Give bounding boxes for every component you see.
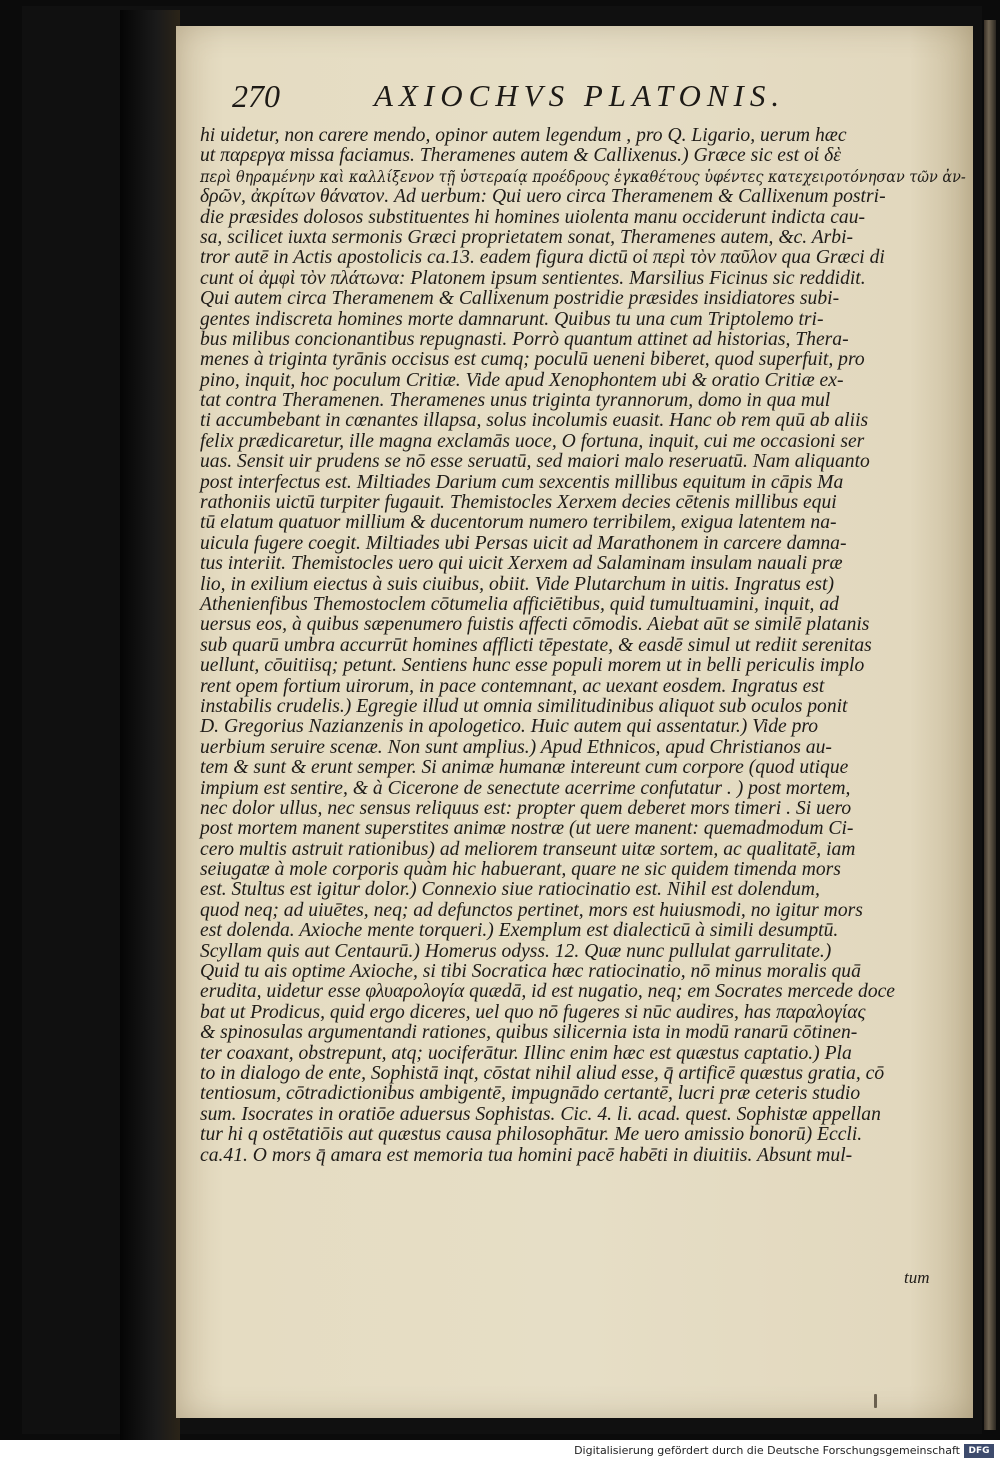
text-line: ut παρεργα missa faciamus. Theramenes autem & Callixenus.) Græce sic est οἱ δὲ <box>200 145 841 167</box>
text-line: rathoniis uictū turpiter fugauit. Themistocles Xerxem decies cētenis millibus equi <box>200 492 837 514</box>
text-line: uerbium seruire scenæ. Non sunt amplius.) Apud Ethnicos, apud Christianos au- <box>200 736 832 758</box>
text-line: erudita, uidetur esse φλυαρολογία quædā, id est nugatio, neq; em Socrates mercede doce <box>200 981 896 1003</box>
text-line: instabilis crudelis.) Egregie illud ut omnia similitudinibus aliquot sub oculos ponit <box>200 695 848 717</box>
text-line: ca.41. O mors q̄ amara est memoria tua homini pacē habēti in diuitiis. Absunt mul- <box>200 1144 853 1166</box>
text-line: bat ut Prodicus, quid ergo diceres, uel quo nō fugeres si nūc audires, has παραλογίας <box>200 1001 866 1023</box>
dfg-logo: DFG <box>964 1444 994 1458</box>
text-line: δρῶν, ἀκρίτων θάνατον. Ad uerbum: Qui uero circa Theramenem & Callixenum postri- <box>200 186 886 208</box>
text-line: seiugatæ à mole corporis quàm hic habuerant, quare ne sic quidem timenda mors <box>200 859 841 881</box>
text-line: post interfectus est. Miltiades Darium cum sexcentis millibus equitum in cāpis Ma <box>200 471 844 493</box>
text-line: ter coaxant, obstrepunt, atq; uociferātur. Illinc enim hæc est quæstus captatio.) Pla <box>200 1042 852 1064</box>
text-line: pino, inquit, hoc poculum Critiæ. Vide apud Xenophontem ubi & oratio Critiæ ex- <box>200 369 844 391</box>
text-line: die præsides dolosos substituentes hi homines uiolenta manu occiderunt indicta cau- <box>200 206 866 228</box>
text-line: sum. Isocrates in oratiōe aduersus Sophistas. Cic. 4. li. acad. quest. Sophistæ appellan <box>200 1103 881 1125</box>
text-line: Qui autem circa Theramenem & Callixenum postridie præsides insidiatores subi- <box>200 288 840 310</box>
text-line: Quid tu ais optime Axioche, si tibi Socratica hæc ratiocinatio, nō minus moralis quā <box>200 961 861 983</box>
running-head: AXIOCHVS PLATONIS. <box>374 78 786 113</box>
text-line: rent opem fortium uirorum, in pace contemnant, ac uexant eosdem. Ingratus est <box>200 675 825 697</box>
text-line: tror autē in Actis apostolicis ca.13. eadem figura dictū οἱ περὶ τὸν παῦλον qua Græci di <box>200 247 885 269</box>
page-number: 270 <box>232 78 280 114</box>
text-line: uellunt, cōuitiisq; petunt. Sentiens hunc esse populi morem ut in belli periculis implo <box>200 655 865 677</box>
text-line: lio, in exilium eiectus à suis ciuibus, obiit. Vide Plutarchum in uitis. Ingratus est) <box>200 573 835 595</box>
catchword: tum <box>904 1268 930 1287</box>
text-line: tentiosum, cōtradictionibus ambigentē, impugnādo certantē, lucri præ ceteris studio <box>200 1083 861 1105</box>
text-line: D. Gregorius Nazianzenis in apologetico. Huic autem qui assentatur.) Vide pro <box>200 716 819 738</box>
text-line: est. Stultus est igitur dolor.) Connexio siue ratiocinatio est. Nihil est dolendum, <box>200 879 820 901</box>
text-line: περὶ θηραμένην καὶ καλλίξενον τῇ ὑστεραίᾳ προέδρους ἐγκαθέτους ὑφέντες κατεχειροτόνησαν τῶν ἀν- <box>200 166 966 186</box>
text-line: tus interiit. Themistocles uero qui uicit Xerxem ad Salaminam insulam nauali præ <box>200 553 843 575</box>
text-line: uicula fugere coegit. Miltiades ubi Persas uicit ad Marathonem in carcere damna- <box>200 532 847 554</box>
text-line: uersus eos, à quibus sæpenumero fuistis affecti cōmodis. Aiebat aūt se similē platanis <box>200 614 870 636</box>
text-line: ti accumbebant in cœnantes illapsa, solus incolumis euasit. Hanc ob rem quū ab aliis <box>200 410 869 432</box>
text-line: uas. Sensit uir prudens se nō esse seruatū, sed maiori malo reseruatū. Nam aliquanto <box>200 451 870 473</box>
text-line: to in dialogo de ente, Sophistā inqt, cōstat nihil aliud esse, q̄ artificē quæstus gratia, cō <box>200 1062 885 1084</box>
text-line: tū elatum quatuor millium & ducentorum numero terribilem, exigua latentem na- <box>200 512 837 534</box>
text-line: sub quarū umbra accurrūt homines afflicti tēpestate, & easdē simul ut rediit serenitas <box>200 634 872 656</box>
text-line: tur hi q ostētatiōis aut quæstus causa philosophātur. Me uero amissio bonorū) Eccli. <box>200 1124 863 1146</box>
text-line: tat contra Theramenen. Theramenes unus triginta tyrannorum, domo in qua mul <box>200 390 831 412</box>
text-line: impium est sentire, & à Cicerone de senectute acerrime confutatur . ) post mortem, <box>200 777 851 799</box>
text-line: menes à triginta tyrānis occisus est cumq; poculū ueneni biberet, quod superfuit, pro <box>200 349 865 371</box>
text-line: gentes indiscreta homines morte damnarunt. Quibus tu una cum Triptolemo tri- <box>200 308 824 330</box>
text-line: & spinosulas argumentandi rationes, quibus silicernia ista in modū ranarū cōtinen- <box>200 1022 858 1044</box>
text-line: Athenienfibus Themostoclem cōtumelia afficiētibus, quid tumultuamini, inquit, ad <box>200 593 839 615</box>
text-line: tem & sunt & erunt semper. Si animæ humanæ intereunt cum corpore (quod utique <box>200 757 849 779</box>
page-edge <box>984 20 996 1430</box>
footer-credit: Digitalisierung gefördert durch die Deutsche Forschungsgemeinschaft <box>574 1444 960 1457</box>
footer-bar <box>0 1440 1000 1464</box>
page-header <box>232 78 972 122</box>
text-line: cunt οἱ ἀμφὶ τὸν πλάτωνα: Platonem ipsum sentientes. Marsilius Ficinus sic reddidit. <box>200 267 866 289</box>
text-line: bus milibus concionantibus repugnasti. Porrò quantum attinet ad historias, Thera- <box>200 328 849 350</box>
text-line: cero multis astruit rationibus) ad meliorem transeunt uitæ sortem, ac qualitatē, iam <box>200 838 856 860</box>
text-line: est dolenda. Axioche mente torqueri.) Exemplum est dialecticū à simili desumptū. <box>200 920 839 942</box>
book-gutter <box>120 10 180 1450</box>
text-line: nec dolor ullus, nec sensus reliquus est: propter quem deberet mors timeri . Si uero <box>200 797 852 819</box>
page-mark <box>874 1394 877 1408</box>
text-line: hi uidetur, non carere mendo, opinor autem legendum , pro Q. Ligario, uerum hæc <box>200 125 847 146</box>
text-line: post mortem manent superstites animæ nostræ (ut uere manent: quemadmodum Ci- <box>200 818 854 840</box>
text-line: Scyllam quis aut Centaurū.) Homerus odyss. 12. Quæ nunc pullulat garrulitate.) <box>200 940 832 962</box>
text-line: quod neq; ad uiuētes, neq; ad defunctos pertinet, mors est huiusmodi, no igitur mors <box>200 899 863 921</box>
body-text <box>200 126 966 1166</box>
text-line: felix prædicaretur, ille magna exclamās uoce, O fortuna, inquit, cui me occasioni ser <box>200 430 865 452</box>
text-line: sa, scilicet iuxta sermonis Græci proprietatem sonat, Theramenes autem, &c. Arbi- <box>200 226 854 248</box>
